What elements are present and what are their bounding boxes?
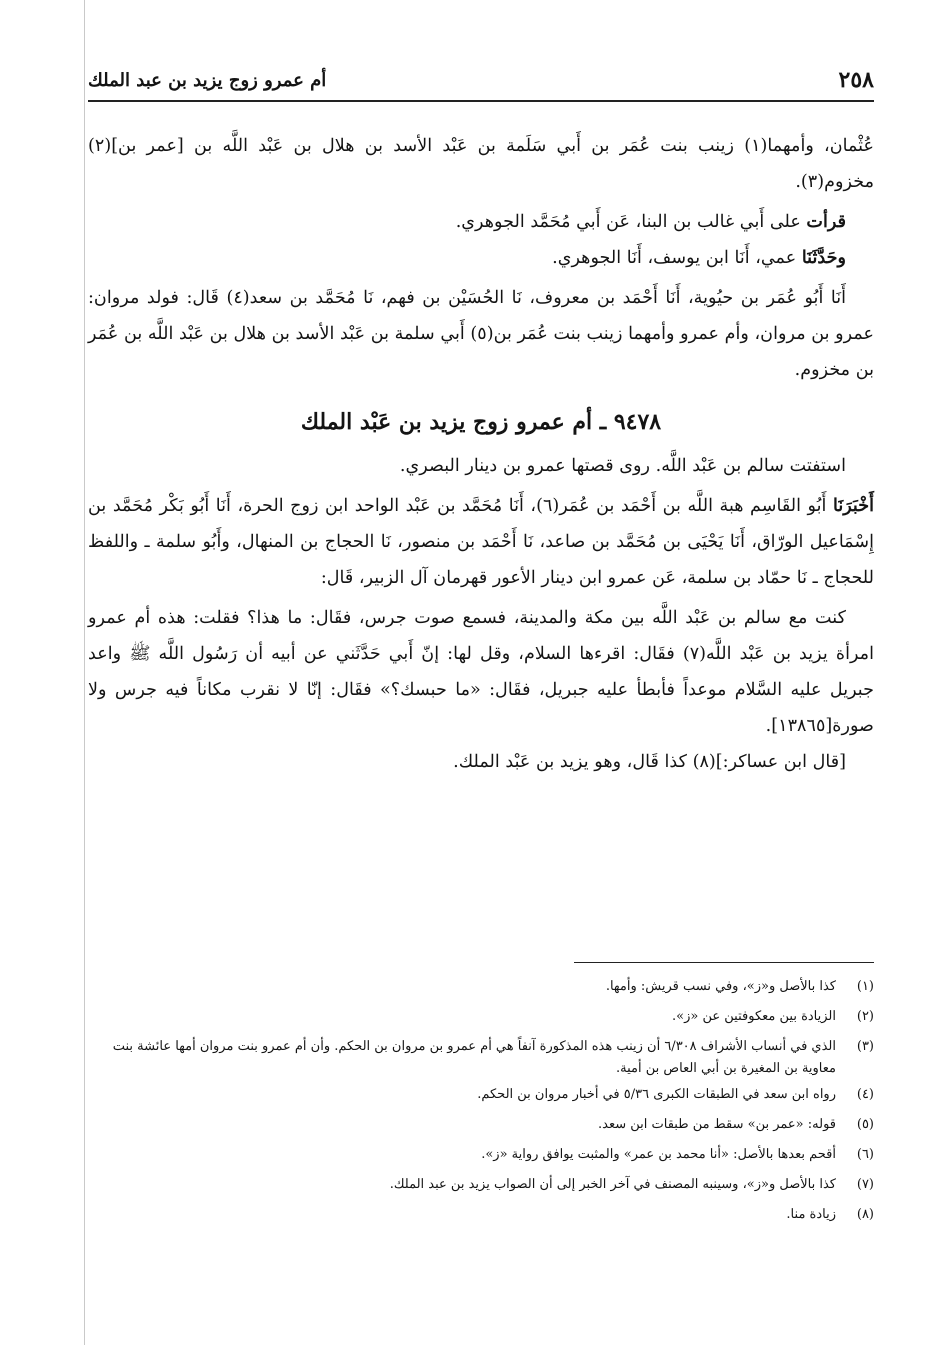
footnote — [88, 972, 874, 1002]
paragraph-6-text: أَبُو القَاسِم هبة اللَّه بن أَحْمَد بن عُمَر(٦)، أَنَا مُحَمَّد بن عَبْد الواحد ابن زوج الحرة، أَنَا أَبُو بَكْر مُحَمَّد بن إِسْمَاعيل الورّاق، أَنَا يَحْيَى بن مُحَمَّد بن صاعد، نَا أَحْمَد بن منصور، نَا الحجاج بن المنهال، وأَبُو سلمة ـ واللفظ للحجاج ـ نَا حمّاد بن سلمة، عَن عمرو ابن دينار الأعور قهرمان آل الزبير، قَال: — [88, 496, 874, 588]
page-header — [88, 60, 874, 102]
paragraph-5: استفتت سالم بن عَبْد اللَّه. روى قصتها عمرو بن دينار البصري. — [399, 456, 846, 476]
footnote-text: الذي في أنساب الأشراف ٦/٣٠٨ أن زينب هذه المذكورة آنفاً هي أم عمرو بن مروان بن الحكم. وأن أم عمرو بنت مروان أمها عائشة بنت معاوية بن المغيرة بن أبي العاص بن أمية. — [112, 1039, 836, 1076]
footnotes — [88, 972, 874, 1230]
footnote — [88, 1200, 874, 1230]
footnote-text: أقحم بعدها بالأصل: «أنا محمد بن عمر» والمثبت يوافق رواية «ز». — [481, 1147, 836, 1162]
paragraph-2 — [88, 204, 874, 240]
footnote — [88, 1032, 874, 1080]
footnote-text: كذا بالأصل و«ز»، وسينبه المصنف في آخر الخبر إلى أن الصواب يزيد بن عبد الملك. — [389, 1177, 836, 1192]
main-text — [88, 128, 874, 780]
paragraph-2-lead: قرأت — [806, 211, 846, 232]
footnote — [88, 1110, 874, 1140]
footnote-text: الزيادة بين معكوفتين عن «ز». — [672, 1009, 836, 1024]
footnote-separator — [574, 962, 874, 963]
footnote-number: (٧) — [856, 1177, 874, 1192]
footnote — [88, 1140, 874, 1170]
footnote-text: قوله: «عمر بن» سقط من طبقات ابن سعد. — [598, 1117, 836, 1132]
footnote-number: (٦) — [856, 1147, 874, 1162]
paragraph-3-lead: وحَدَّثَنَا — [801, 247, 846, 268]
footnote — [88, 1080, 874, 1110]
footnote-number: (١) — [856, 979, 874, 994]
paragraph-3 — [88, 240, 874, 276]
footnote-text: كذا بالأصل و«ز»، وفي نسب قريش: وأمها. — [605, 979, 836, 994]
paragraph-7: كنت مع سالم بن عَبْد اللَّه بين مكة والمدينة، فسمع صوت جرس، فقَال: ما هذا؟ فقلت: هذه أم عمرو امرأة يزيد بن عَبْد اللَّه(٧) فقَال: اقرءها السلام، وقل لها: إنّ أَبي حَدَّثَني عن أبيه أن رَسُول اللَّه ﷺ واعد جبريل عليه السَّلام موعداً فأبطأ عليه جبريل، فقَال: «ما حبسك؟» فقَال: إنّا لا نقرب مكاناً فيه جرس ولا صورة[١٣٨٦٥]. — [88, 608, 874, 736]
paragraph-6 — [88, 488, 874, 596]
footnote — [88, 1170, 874, 1200]
paragraph-6-lead: أَخْبَرَنَا — [832, 495, 874, 516]
running-head: أم عمرو زوج يزيد بن عبد الملك — [88, 69, 327, 91]
paragraph-8: [قال ابن عساكر:](٨) كذا قَال، وهو يزيد بن عَبْد الملك. — [453, 752, 846, 772]
entry-title: ٩٤٧٨ ـ أم عمرو زوج يزيد بن عَبْد الملك — [300, 409, 662, 435]
footnote-number: (٤) — [856, 1087, 874, 1102]
paragraph-1: عُثْمان، وأمهما(١) زينب بنت عُمَر بن أَبي سَلَمة بن عَبْد الأسد بن هلال بن عَبْد اللَّه بن [عمر بن](٢) مخزوم(٣). — [88, 136, 874, 192]
footnote-text: زيادة منا. — [786, 1207, 836, 1222]
page-number: ٢٥٨ — [838, 67, 874, 93]
footnote-number: (٨) — [856, 1207, 874, 1222]
paragraph-4: أَنَا أَبُو عُمَر بن حيُوية، أَنَا أَحْمَد بن معروف، نَا الحُسَيْن بن فهم، نَا مُحَمَّد بن سعد(٤) قَال: فولد مروان: عمرو بن مروان، وأم عمرو وأمهما زينب بنت عُمَر بن(٥) أَبي سلمة بن عَبْد الأسد بن هلال بن عَبْد اللَّه بن عُمَر بن مخزوم. — [88, 288, 874, 380]
footnote-number: (٥) — [856, 1117, 874, 1132]
footnote-text: رواه ابن سعد في الطبقات الكبرى ٥/٣٦ في أخبار مروان بن الحكم. — [477, 1087, 836, 1102]
paragraph-3-text: عمي، أَنَا ابن يوسف، أَنَا الجوهري. — [552, 248, 802, 268]
page-edge-line — [84, 0, 85, 1345]
footnote-number: (٢) — [856, 1009, 874, 1024]
footnote — [88, 1002, 874, 1032]
footnote-number: (٣) — [856, 1039, 874, 1054]
paragraph-2-text: على أَبي غالب بن البنا، عَن أَبي مُحَمَّد الجوهري. — [455, 212, 807, 232]
